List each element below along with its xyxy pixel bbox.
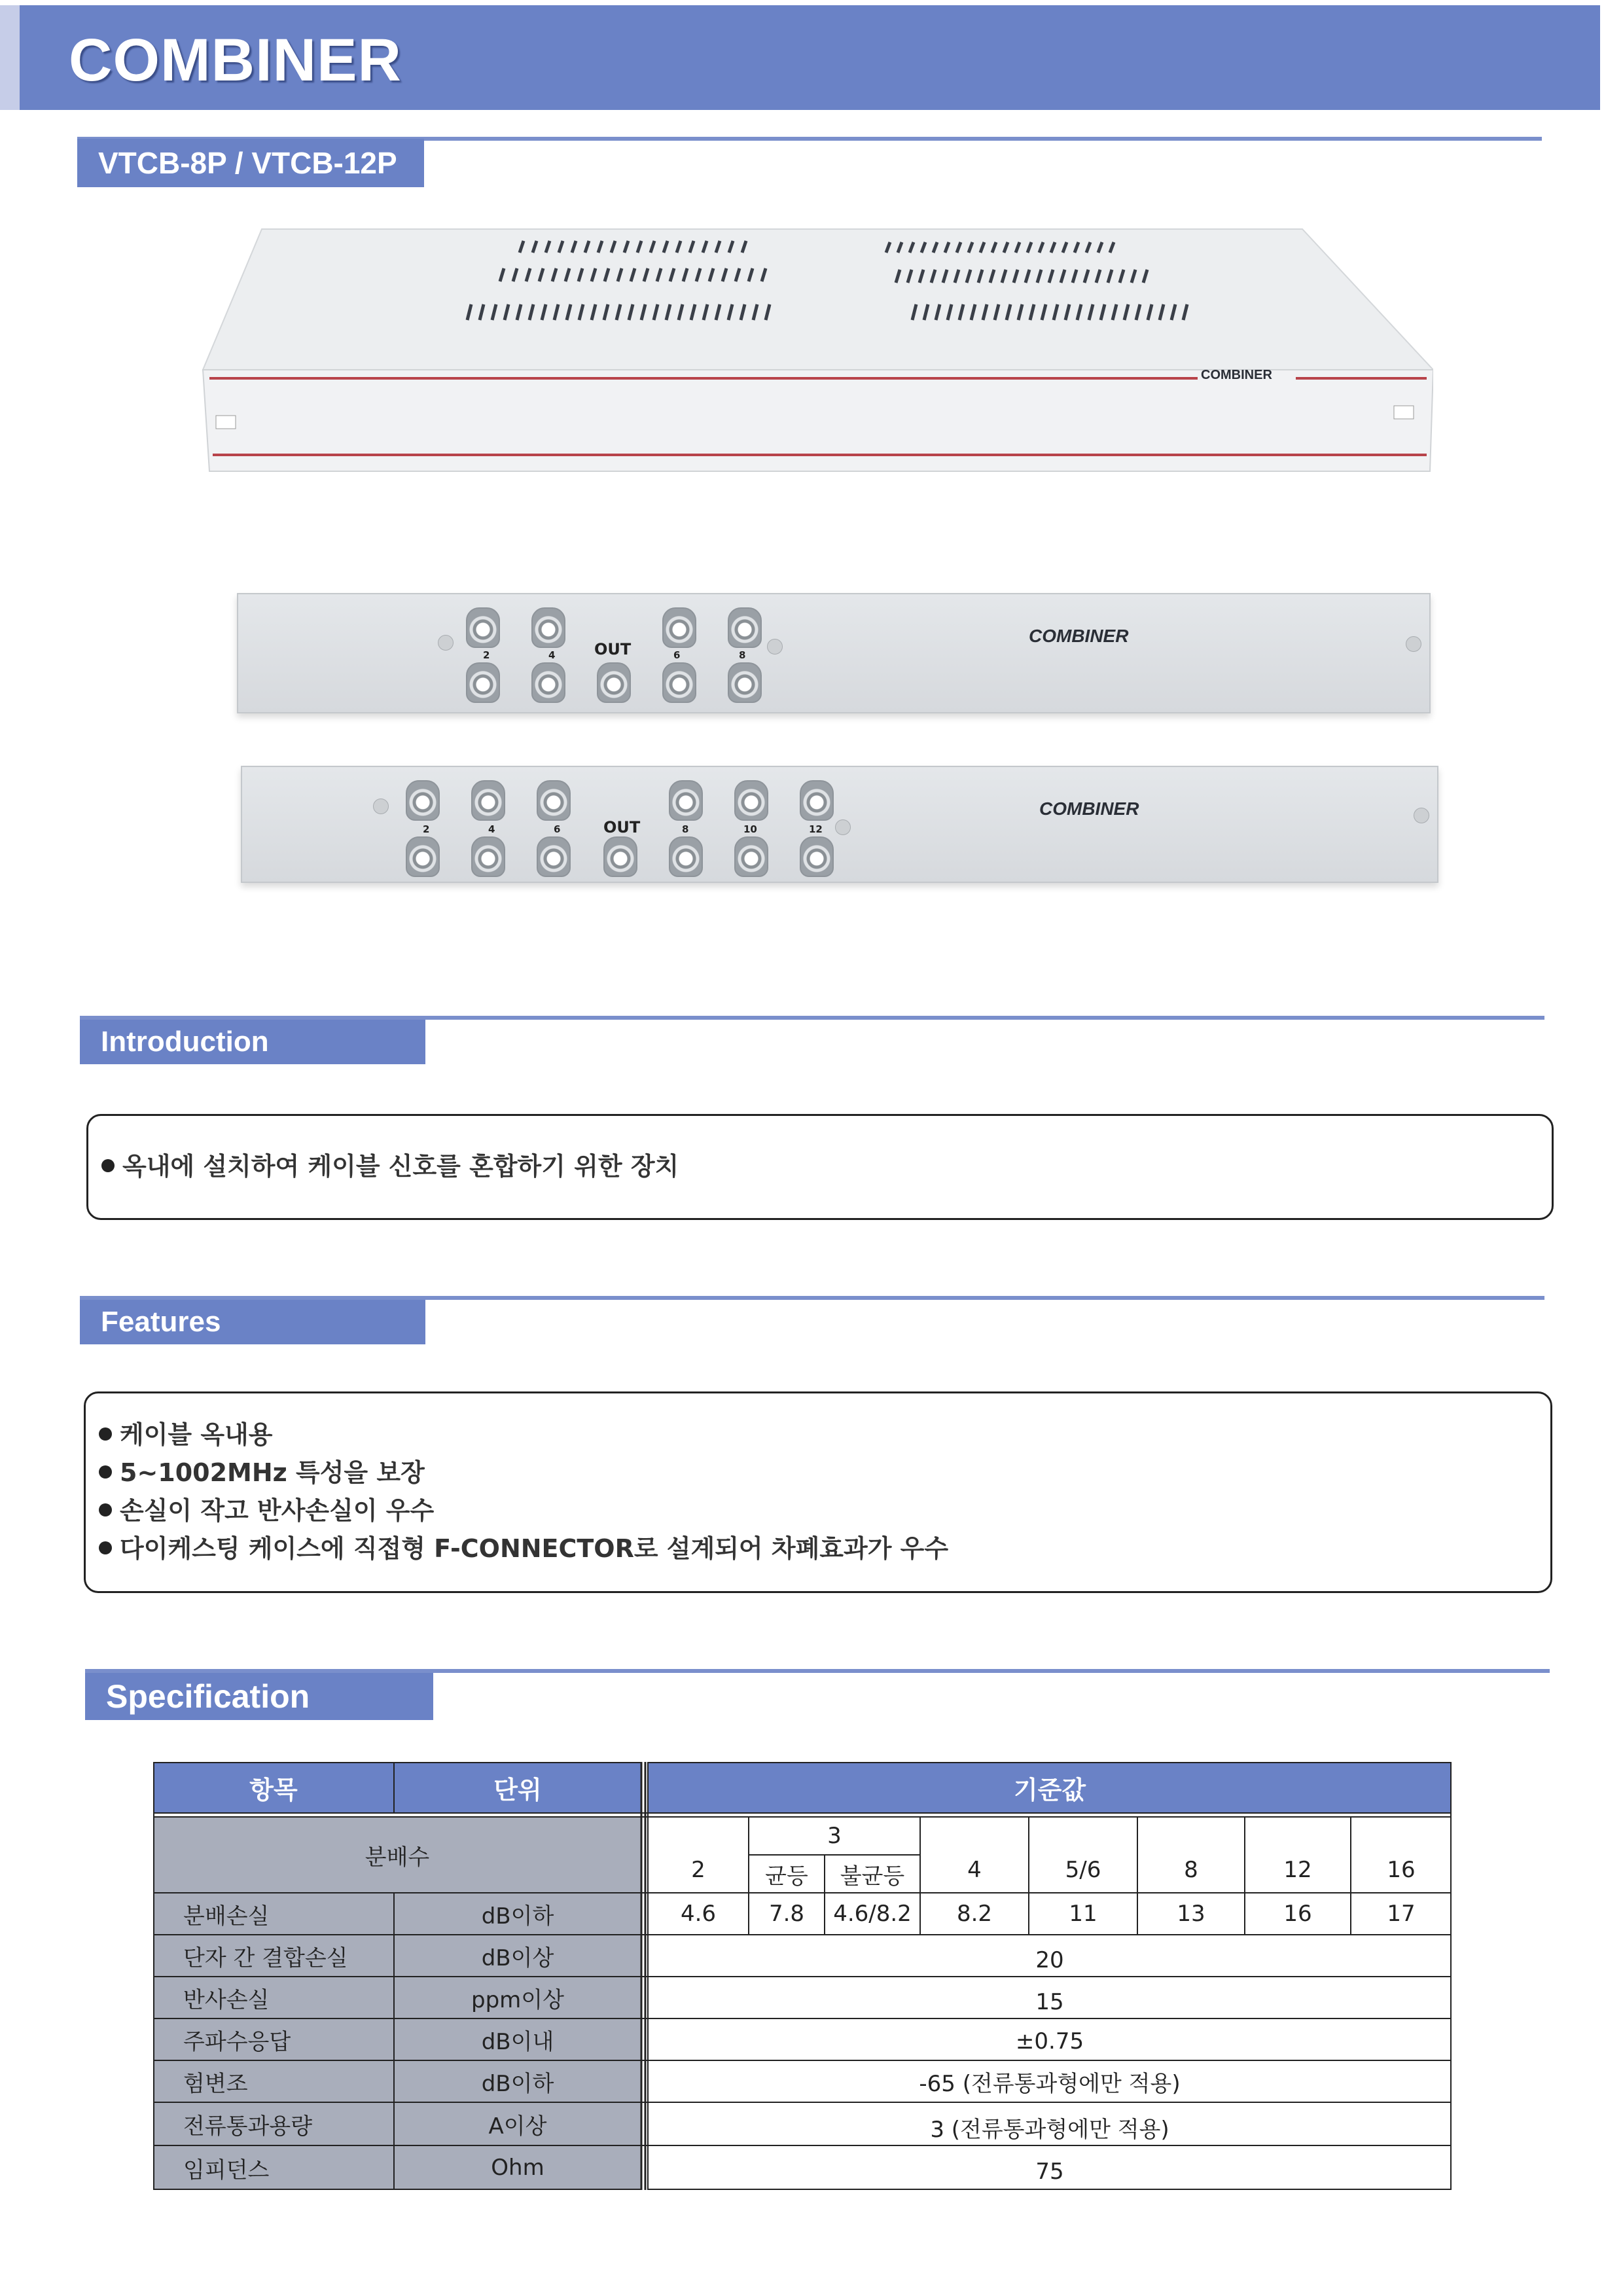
- split-sub: 균등: [765, 1863, 808, 1890]
- spec-row-unit: A이상: [394, 2102, 641, 2145]
- panel-brand-label: COMBINER: [1029, 626, 1129, 646]
- panel-screw: [1414, 808, 1429, 823]
- product-photo-8p-panel: [237, 593, 1431, 713]
- rack-unit-illustration: [196, 223, 1433, 484]
- port-number: 6: [554, 823, 561, 835]
- spec-row-unit: dB이상: [394, 1935, 641, 1977]
- spec-row-label: 임피던스: [153, 2145, 394, 2190]
- f-connector: [662, 662, 696, 703]
- port-number: 10: [743, 823, 757, 835]
- product-photo-top-unit: [196, 223, 1433, 484]
- spec-row-value: 75: [1035, 2159, 1064, 2185]
- header-unit: 단위: [394, 1762, 641, 1813]
- f-connector: [728, 607, 762, 648]
- f-connector: [531, 607, 565, 648]
- feature-item: 손실이 작고 반사손실이 우수: [99, 1490, 434, 1526]
- bullet-dot: [99, 1503, 112, 1516]
- split-col: 16: [1387, 1857, 1416, 1883]
- header-item: 항목: [153, 1762, 394, 1813]
- loss-value: 4.6: [680, 1901, 717, 1927]
- f-connector: [734, 780, 768, 821]
- specification-heading: Specification: [85, 1673, 433, 1720]
- panel-screw: [438, 635, 454, 651]
- panel-screw: [835, 819, 851, 835]
- f-connector: [406, 780, 440, 821]
- loss-value: 8.2: [956, 1901, 993, 1927]
- port-number: 8: [739, 649, 746, 661]
- spec-row-value: 3 (전류통과형에만 적용): [930, 2116, 1169, 2143]
- out-label: OUT: [603, 818, 641, 836]
- introduction-heading: Introduction: [80, 1020, 425, 1064]
- port-number: 12: [809, 823, 823, 835]
- f-connector: [800, 780, 834, 821]
- f-connector: [471, 780, 505, 821]
- page-title: COMBINER: [69, 27, 402, 94]
- specification-table: [153, 1762, 1452, 2190]
- loss-value: 7.8: [768, 1901, 805, 1927]
- spec-row-label: 전류통과용량: [153, 2102, 394, 2145]
- features-heading: Features: [80, 1300, 425, 1344]
- f-connector: [669, 780, 703, 821]
- port-number: 4: [488, 823, 495, 835]
- bullet-dot: [99, 1541, 112, 1554]
- introduction-box: [86, 1114, 1554, 1220]
- panel-brand-label: COMBINER: [1039, 798, 1139, 819]
- bullet-dot: [101, 1159, 115, 1172]
- split-col: 5/6: [1065, 1857, 1101, 1883]
- table-grid-lines: [153, 1762, 1452, 2190]
- f-connector: [531, 662, 565, 703]
- port-number: 2: [423, 823, 430, 835]
- panel-screw: [767, 639, 783, 655]
- port-number: 2: [483, 649, 490, 661]
- f-connector: [406, 836, 440, 877]
- loss-label: 분배손실: [153, 1893, 394, 1935]
- spec-row-unit: Ohm: [394, 2145, 641, 2190]
- port-number: 8: [682, 823, 689, 835]
- spec-row-value: 20: [1035, 1947, 1064, 1973]
- loss-value: 17: [1387, 1901, 1416, 1927]
- top-unit-brand-label: COMBINER: [1201, 368, 1272, 382]
- out-label: OUT: [594, 640, 632, 658]
- bullet-dot: [99, 1465, 112, 1479]
- loss-value: 4.6/8.2: [833, 1901, 912, 1927]
- spec-row-label: 반사손실: [153, 1977, 394, 2018]
- model-label: VTCB-8P / VTCB-12P: [77, 139, 424, 187]
- f-connector: [734, 836, 768, 877]
- loss-value: 16: [1283, 1901, 1312, 1927]
- bullet-dot: [99, 1427, 112, 1441]
- split-col: 12: [1283, 1857, 1312, 1883]
- f-connector: [728, 662, 762, 703]
- port-number: 4: [548, 649, 556, 661]
- features-box: [84, 1391, 1552, 1593]
- f-connector: [466, 662, 500, 703]
- introduction-item: 옥내에 설치하여 케이블 신호를 혼합하기 위한 장치: [101, 1146, 679, 1182]
- spec-row-unit: ppm이상: [394, 1977, 641, 2018]
- spec-row-unit: dB이내: [394, 2018, 641, 2060]
- f-connector: [603, 836, 637, 877]
- split-col: 3: [827, 1823, 842, 1849]
- f-connector: [662, 607, 696, 648]
- spec-row-label: 주파수응답: [153, 2018, 394, 2060]
- f-connector: [800, 836, 834, 877]
- panel-screw: [1406, 636, 1421, 652]
- spec-row-value: -65 (전류통과형에만 적용): [919, 2070, 1181, 2097]
- f-connector: [537, 836, 571, 877]
- loss-unit: dB이하: [394, 1893, 641, 1935]
- split-col: 4: [967, 1857, 982, 1883]
- f-connector: [597, 662, 631, 703]
- split-col: 8: [1184, 1857, 1198, 1883]
- split-sub: 불균등: [840, 1863, 905, 1890]
- f-connector: [471, 836, 505, 877]
- feature-item: 케이블 옥내용: [99, 1414, 272, 1450]
- port-number: 6: [673, 649, 681, 661]
- f-connector: [466, 607, 500, 648]
- header-value: 기준값: [648, 1762, 1452, 1813]
- feature-item: 다이케스팅 케이스에 직접형 F-CONNECTOR로 설계되어 차폐효과가 우수: [99, 1528, 948, 1564]
- spec-row-label: 단자 간 결합손실: [153, 1935, 394, 1977]
- feature-item: 5~1002MHz 특성을 보장: [99, 1452, 425, 1488]
- loss-value: 11: [1069, 1901, 1097, 1927]
- f-connector: [669, 836, 703, 877]
- spec-row-value: ±0.75: [1015, 2028, 1084, 2054]
- split-count-label: 분배수: [153, 1817, 641, 1893]
- split-col: 2: [691, 1857, 705, 1883]
- f-connector: [537, 780, 571, 821]
- header-accent: [0, 5, 20, 110]
- loss-value: 13: [1177, 1901, 1205, 1927]
- spec-row-unit: dB이하: [394, 2060, 641, 2102]
- spec-row-value: 15: [1035, 1989, 1064, 2015]
- panel-screw: [373, 798, 389, 814]
- spec-row-label: 험변조: [153, 2060, 394, 2102]
- product-photo-12p-panel: [241, 766, 1438, 883]
